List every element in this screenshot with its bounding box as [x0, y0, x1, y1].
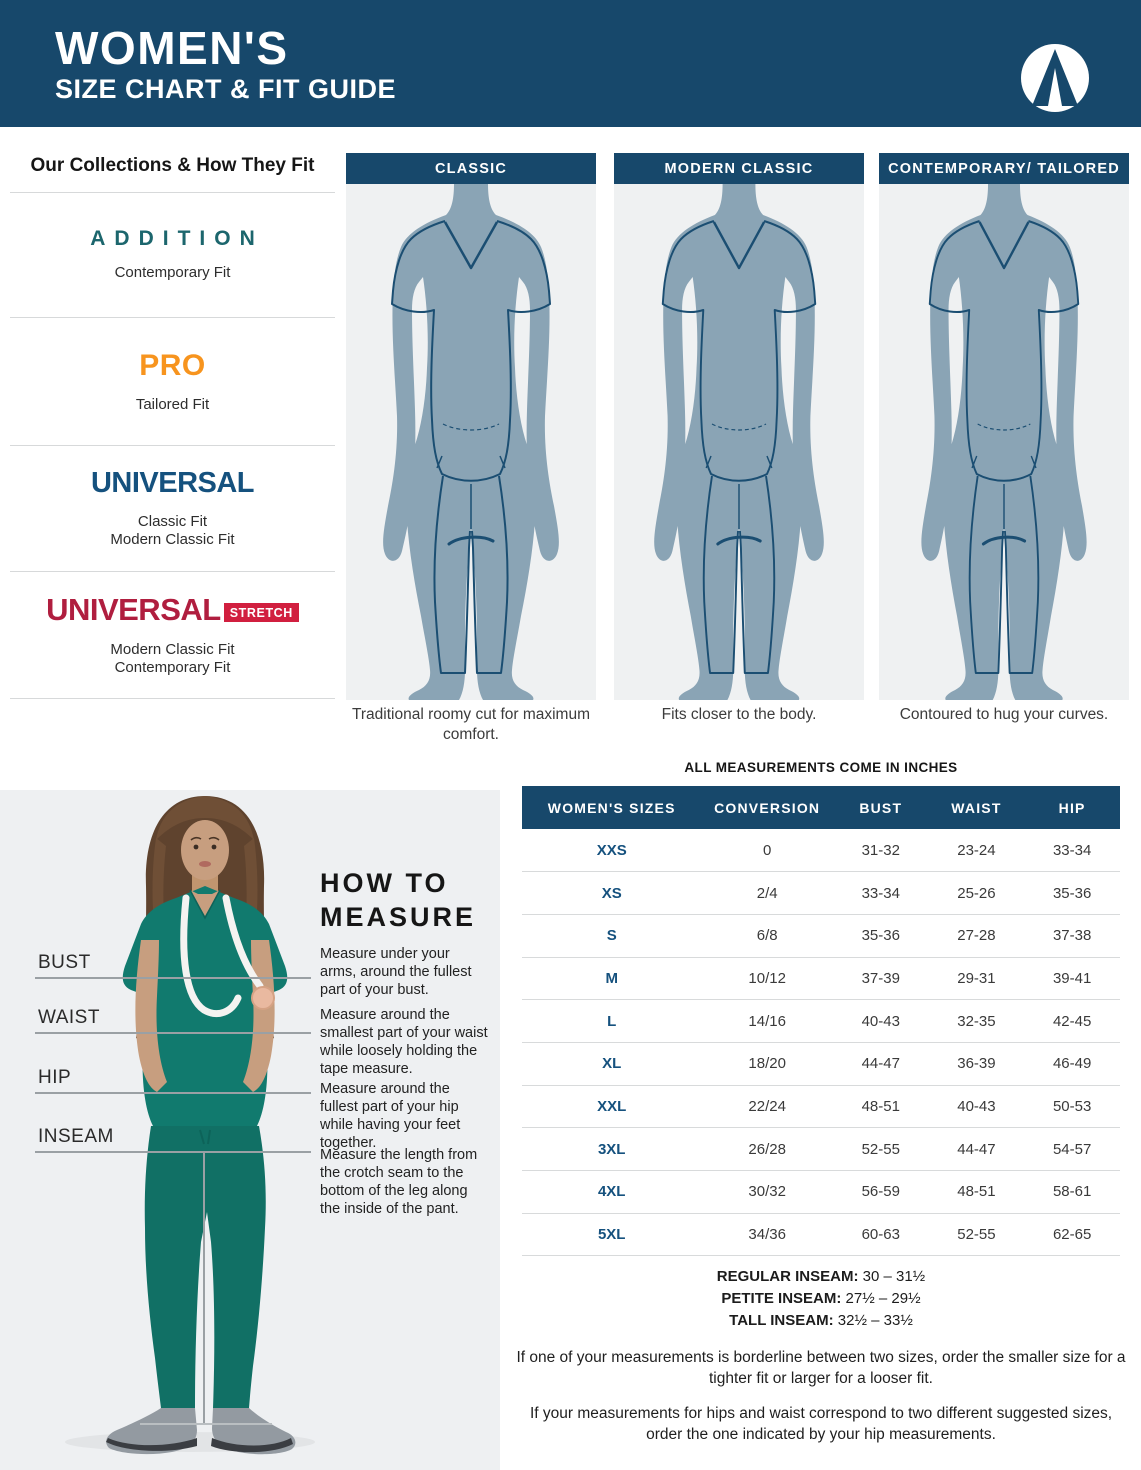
- hip-cell: 42-45: [1024, 1000, 1120, 1043]
- col-header-conversion: CONVERSION: [701, 786, 833, 829]
- waist-measure-line: [35, 1032, 311, 1034]
- table-row: [522, 1213, 1120, 1256]
- fit-description: Contemporary Fit: [114, 264, 231, 281]
- brand-universal-stretch-logo: [46, 592, 299, 628]
- conversion-cell: 2/4: [701, 872, 833, 915]
- conversion-cell: 22/24: [701, 1085, 833, 1128]
- howto-heading-line1: HOW TO: [320, 868, 449, 898]
- brand-addition-logo: ADDITION: [90, 227, 264, 250]
- size-cell: XL: [522, 1042, 701, 1085]
- size-cell: XS: [522, 872, 701, 915]
- inseam-label: PETITE INSEAM:: [721, 1290, 842, 1307]
- table-row: [522, 1128, 1120, 1171]
- conversion-cell: 34/36: [701, 1213, 833, 1256]
- table-row: [522, 914, 1120, 957]
- bust-cell: 48-51: [833, 1085, 929, 1128]
- howto-instruction-waist: Measure around the smallest part of your waist while loosely holding the tape measure.: [320, 1007, 488, 1077]
- size-cell: S: [522, 914, 701, 957]
- stretch-badge: STRETCH: [224, 603, 299, 622]
- hip-cell: 35-36: [1024, 872, 1120, 915]
- col-header-hip: HIP: [1024, 786, 1120, 829]
- waist-cell: 25-26: [929, 872, 1025, 915]
- conversion-cell: 14/16: [701, 1000, 833, 1043]
- waist-cell: 48-51: [929, 1171, 1025, 1214]
- panel-body: [346, 184, 596, 700]
- table-row: [522, 829, 1120, 872]
- col-header-bust: BUST: [833, 786, 929, 829]
- hip-measure-line: [35, 1092, 311, 1094]
- page-header: [0, 0, 1141, 127]
- table-row: [522, 1171, 1120, 1214]
- regular-inseam-note: [522, 1268, 1120, 1285]
- brand-universal-logo: UNIVERSAL: [90, 467, 255, 499]
- howto-heading-line2: MEASURE: [320, 902, 477, 932]
- fit-description: Classic Fit: [137, 513, 208, 530]
- hip-cell: 46-49: [1024, 1042, 1120, 1085]
- size-cell: XXS: [522, 829, 701, 872]
- fit-description: Contemporary Fit: [114, 659, 231, 676]
- bust-cell: 33-34: [833, 872, 929, 915]
- bust-cell: 52-55: [833, 1128, 929, 1171]
- divider: [10, 698, 335, 699]
- waist-cell: 44-47: [929, 1128, 1025, 1171]
- panel-caption: Traditional roomy cut for maximum comfort.: [351, 706, 591, 743]
- size-table-header-row: [522, 786, 1120, 829]
- fit-description: Tailored Fit: [135, 395, 210, 413]
- bust-cell: 35-36: [833, 914, 929, 957]
- conversion-cell: 6/8: [701, 914, 833, 957]
- col-header-sizes: WOMEN'S SIZES: [522, 786, 701, 829]
- fit-panel-modern-classic: [614, 153, 864, 700]
- waist-cell: 40-43: [929, 1085, 1025, 1128]
- bust-cell: 31-32: [833, 829, 929, 872]
- hip-cell: 39-41: [1024, 957, 1120, 1000]
- howto-instruction-bust: Measure under your arms, around the fullest part of your bust.: [320, 946, 472, 998]
- brand-pro-logo: PRO: [139, 348, 206, 382]
- inseam-value: 27½ – 29½: [845, 1290, 921, 1307]
- howto-instruction-hip: Measure around the fullest part of your hip while having your feet together.: [320, 1081, 461, 1151]
- waist-cell: 36-39: [929, 1042, 1025, 1085]
- howto-instruction-inseam: Measure the length from the crotch seam to the bottom of the leg along the inside of the pant.: [320, 1147, 478, 1217]
- fit-description: Modern Classic Fit: [110, 641, 235, 658]
- petite-inseam-note: [522, 1290, 1120, 1307]
- waist-cell: 23-24: [929, 829, 1025, 872]
- hip-cell: 50-53: [1024, 1085, 1120, 1128]
- hip-cell: 62-65: [1024, 1213, 1120, 1256]
- conversion-cell: 10/12: [701, 957, 833, 1000]
- measure-label-bust: BUST: [38, 952, 91, 973]
- fit-panel-classic: [346, 153, 596, 700]
- collection-item-universal: [0, 445, 345, 571]
- footnote-hip-waist: If your measurements for hips and waist correspond to two different suggested sizes, order the one indicated by your hip measurements.: [529, 1405, 1113, 1443]
- conversion-cell: 0: [701, 829, 833, 872]
- conversion-cell: 30/32: [701, 1171, 833, 1214]
- conversion-cell: 26/28: [701, 1128, 833, 1171]
- size-cell: 3XL: [522, 1128, 701, 1171]
- waist-cell: 27-28: [929, 914, 1025, 957]
- table-row: [522, 872, 1120, 915]
- size-cell: 5XL: [522, 1213, 701, 1256]
- fit-panel-contemporary: [879, 153, 1129, 700]
- inseam-bottom-tick: [140, 1423, 272, 1425]
- panel-title: MODERN CLASSIC: [614, 153, 864, 184]
- hip-cell: 58-61: [1024, 1171, 1120, 1214]
- measurements-note: ALL MEASUREMENTS COME IN INCHES: [684, 760, 958, 775]
- page-subtitle: SIZE CHART & FIT GUIDE: [55, 74, 396, 104]
- measure-label-inseam: INSEAM: [38, 1126, 114, 1147]
- panel-caption: Fits closer to the body.: [661, 706, 817, 723]
- table-row: [522, 1042, 1120, 1085]
- bust-cell: 60-63: [833, 1213, 929, 1256]
- bust-cell: 40-43: [833, 1000, 929, 1043]
- waist-cell: 52-55: [929, 1213, 1025, 1256]
- fit-description: Modern Classic Fit: [110, 531, 235, 548]
- inseam-value: 30 – 31½: [862, 1268, 926, 1285]
- table-row: [522, 957, 1120, 1000]
- measure-label-waist: WAIST: [38, 1007, 100, 1028]
- col-header-waist: WAIST: [929, 786, 1025, 829]
- adar-logo-icon: [1019, 42, 1091, 114]
- size-cell: L: [522, 1000, 701, 1043]
- howto-measure-heading: [320, 866, 476, 934]
- fit-figure-illustration: [614, 184, 864, 700]
- bust-cell: 44-47: [833, 1042, 929, 1085]
- size-cell: XXL: [522, 1085, 701, 1128]
- hip-cell: 33-34: [1024, 829, 1120, 872]
- panel-body: [614, 184, 864, 700]
- measure-label-hip: HIP: [38, 1067, 72, 1088]
- bust-cell: 37-39: [833, 957, 929, 1000]
- page-title: WOMEN'S: [55, 22, 289, 74]
- inseam-measure-line: [35, 1151, 311, 1153]
- collections-heading: Our Collections & How They Fit: [30, 155, 315, 176]
- panel-caption: Contoured to hug your curves.: [899, 706, 1109, 723]
- conversion-cell: 18/20: [701, 1042, 833, 1085]
- table-row: [522, 1000, 1120, 1043]
- size-cell: M: [522, 957, 701, 1000]
- fit-figure-illustration: [879, 184, 1129, 700]
- inseam-label: TALL INSEAM:: [729, 1312, 834, 1329]
- waist-cell: 29-31: [929, 957, 1025, 1000]
- collection-item-addition: [0, 192, 345, 317]
- inseam-vertical-line: [203, 1151, 205, 1423]
- collection-item-pro: [0, 317, 345, 445]
- brand-universal-stretch-word: UNIVERSAL: [46, 592, 221, 627]
- panel-title: CLASSIC: [346, 153, 596, 184]
- collection-item-universal-stretch: [0, 571, 345, 698]
- size-table: [522, 786, 1120, 1256]
- footnote-borderline-sizes: If one of your measurements is borderline between two sizes, order the smaller size for a tighter fit or larger for a looser fit.: [516, 1349, 1126, 1387]
- bust-measure-line: [35, 977, 311, 979]
- hip-cell: 54-57: [1024, 1128, 1120, 1171]
- table-row: [522, 1085, 1120, 1128]
- panel-title: CONTEMPORARY/ TAILORED: [879, 153, 1129, 184]
- panel-body: [879, 184, 1129, 700]
- tall-inseam-note: [522, 1312, 1120, 1329]
- fit-figure-illustration: [346, 184, 596, 700]
- hip-cell: 37-38: [1024, 914, 1120, 957]
- size-cell: 4XL: [522, 1171, 701, 1214]
- inseam-value: 32½ – 33½: [837, 1312, 913, 1329]
- inseam-label: REGULAR INSEAM:: [716, 1268, 859, 1285]
- bust-cell: 56-59: [833, 1171, 929, 1214]
- waist-cell: 32-35: [929, 1000, 1025, 1043]
